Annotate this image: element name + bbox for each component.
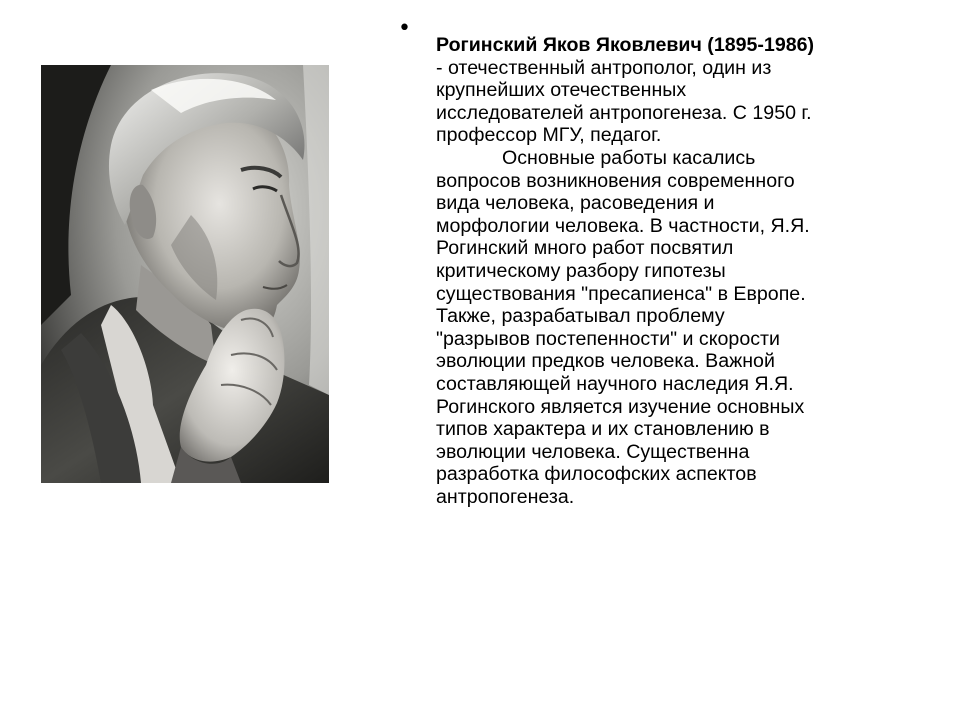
body-line: Также, разрабатывал проблему — [436, 305, 725, 328]
bullet-marker: • — [398, 16, 411, 41]
body-line: вопросов возникновения современного — [436, 169, 795, 192]
heading-name: Рогинский Яков Яковлевич (1895-1986) — [436, 34, 815, 56]
body-line: профессор МГУ, педагог. — [436, 124, 662, 147]
body-line: составляющей научного наследия Я.Я. — [436, 372, 794, 395]
body-line: антропогенеза. — [436, 485, 575, 508]
body-line: морфологии человека. В частности, Я.Я. — [436, 214, 810, 237]
body-line: исследователей антропогенеза. С 1950 г. — [436, 101, 812, 124]
body-line: существования "пресапиенса" в Европе. — [436, 282, 806, 305]
slide-body-text — [436, 34, 936, 508]
body-line: вида человека, расоведения и — [436, 192, 715, 215]
body-line: разработка философских аспектов — [436, 463, 757, 486]
body-line: Рогинского является изучение основных — [436, 395, 805, 418]
body-line: типов характера и их становлению в — [436, 418, 770, 441]
portrait-photo — [41, 65, 329, 483]
body-line: "разрывов постепенности" и скорости — [436, 327, 780, 350]
portrait-image — [41, 65, 329, 483]
body-line: - отечественный антрополог, один из — [436, 56, 772, 79]
body-line: Рогинский много работ посвятил — [436, 237, 734, 260]
body-line: эволюции предков человека. Важной — [436, 350, 775, 373]
body-line: крупнейших отечественных — [436, 79, 687, 102]
body-line: эволюции человека. Существенна — [436, 440, 750, 463]
body-line: критическому разбору гипотезы — [436, 259, 726, 282]
body-line-indented: Основные работы касались — [502, 146, 756, 169]
